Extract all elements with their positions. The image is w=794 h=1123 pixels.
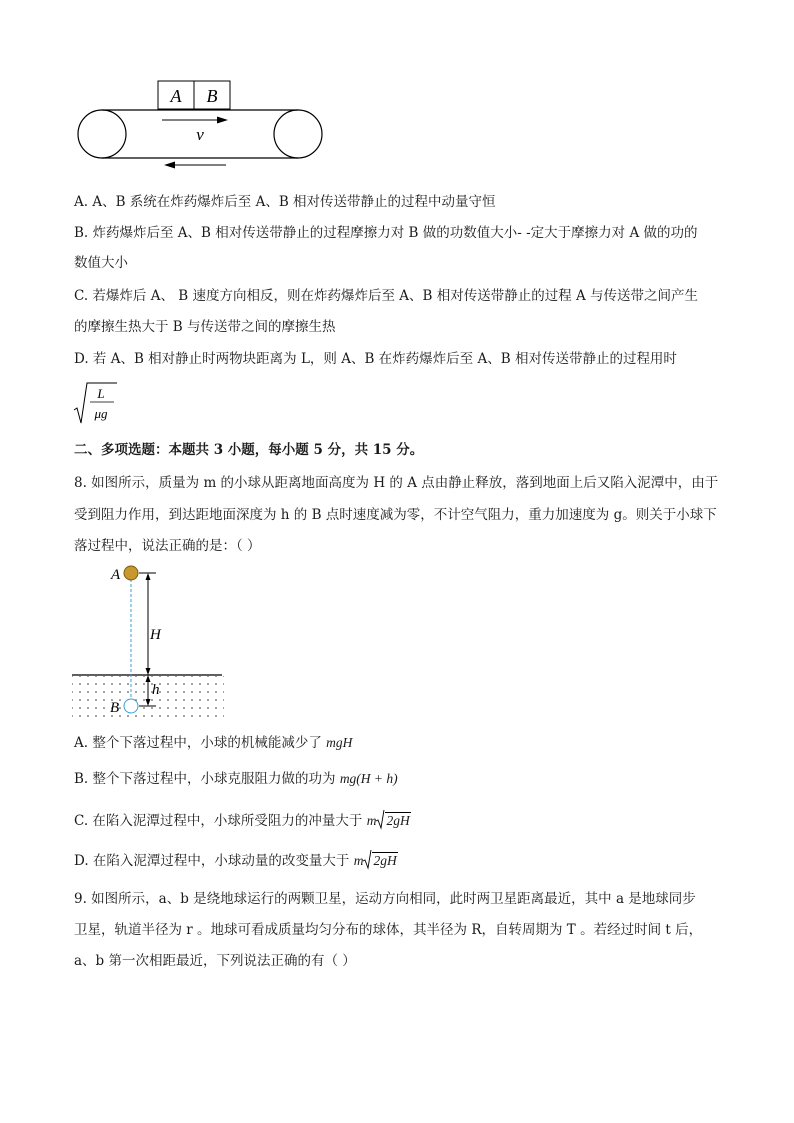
q8-option-b: [74, 770, 398, 788]
block-a-label: A: [170, 86, 182, 106]
right-pulley: [274, 110, 322, 158]
q7-option-a: A. A、B 系统在炸药爆炸后至 A、B 相对传送带静止的过程中动量守恒: [74, 194, 496, 210]
q8-option-c: [74, 812, 411, 830]
q8-stem-line3: 落过程中，说法正确的是：（ ）: [74, 538, 261, 554]
q9-stem-line1: 9. 如图所示，a、b 是绕地球运行的两颗卫星，运动方向相同，此时两卫星距离最近，其中 a 是地球同步: [74, 891, 696, 907]
q8-option-d-coef: m: [353, 853, 364, 868]
q8-option-b-text: B. 整个下落过程中，小球克服阻力做的功为: [74, 771, 336, 787]
q8-option-c-coef: m: [366, 813, 377, 828]
ball-a: [124, 566, 138, 580]
velocity-label: v: [196, 125, 204, 144]
q8-option-c-sqrt: [376, 812, 410, 830]
sqrt-sign: [376, 809, 385, 829]
q7-option-c-line1: C. 若爆炸后 A、 B 速度方向相反，则在炸药爆炸后至 A、B 相对传送带静止的过程 A 与传送带之间产生: [74, 288, 699, 304]
q8-option-a-formula: mgH: [326, 735, 353, 750]
velocity-arrow-head: [217, 117, 228, 124]
q8-option-a-text: A. 整个下落过程中，小球的机械能减少了: [74, 735, 322, 751]
q8-option-d-sqrt: [363, 852, 397, 870]
falling-ball-figure: [70, 562, 230, 722]
q7-option-b-line2: 数值大小: [74, 255, 128, 271]
point-b-label: B: [110, 700, 120, 716]
q7-option-b-line1: B. 炸药爆炸后至 A、B 相对传送带静止的过程摩擦力对 B 做的功数值大小- -定大于摩擦力对 A 做的功的: [74, 225, 698, 241]
height-H-arrow-bottom: [146, 668, 151, 675]
return-arrow-head: [164, 162, 175, 169]
q7-option-d-formula: [72, 380, 122, 426]
q8-stem-line2: 受到阻力作用，到达距地面深度为 h 的 B 点时速度减为零，不计空气阻力，重力加速度为 g。则关于小球下: [74, 507, 717, 523]
sqrt-sign: [363, 849, 372, 869]
formula-denominator: μg: [94, 406, 108, 421]
depth-h-label: h: [152, 682, 160, 698]
q8-option-d-radicand: 2gH: [373, 853, 397, 868]
q9-stem-line2: 卫星，轨道半径为 r 。地球可看成质量均匀分布的球体，其半径为 R，自转周期为 T 。若经过时间 t 后，: [74, 922, 703, 938]
left-pulley: [78, 110, 126, 158]
block-b-label: B: [206, 86, 218, 106]
q8-option-d: [74, 852, 398, 870]
height-H-arrow-top: [146, 573, 151, 580]
q8-option-c-text: C. 在陷入泥潭过程中，小球所受阻力的冲量大于: [74, 813, 363, 829]
q8-option-b-formula: mg(H + h): [339, 771, 398, 786]
q8-stem-line1: 8. 如图所示，质量为 m 的小球从距离地面高度为 H 的 A 点由静止释放，落到地面上后又陷入泥潭中，由于: [74, 475, 719, 491]
ball-b: [124, 699, 138, 713]
section-2-heading: 二、多项选题：本题共 3 小题，每小题 5 分，共 15 分。: [74, 442, 424, 458]
height-H-label: H: [150, 627, 161, 643]
q8-option-d-text: D. 在陷入泥潭过程中，小球动量的改变量大于: [74, 853, 350, 869]
q8-option-c-radicand: 2gH: [386, 813, 410, 828]
q9-stem-line3: a、b 第一次相距最近，下列说法正确的有（ ）: [74, 953, 356, 969]
point-a-label: A: [111, 567, 121, 583]
q7-option-d: D. 若 A、B 相对静止时两物块距离为 L，则 A、B 在炸药爆炸后至 A、B 相对传送带静止的过程用时: [74, 351, 677, 367]
q7-option-c-line2: 的摩擦生热大于 B 与传送带之间的摩擦生热: [74, 319, 336, 335]
q8-option-a: [74, 734, 352, 752]
formula-numerator: L: [97, 386, 105, 401]
conveyor-belt-figure: [74, 78, 334, 173]
